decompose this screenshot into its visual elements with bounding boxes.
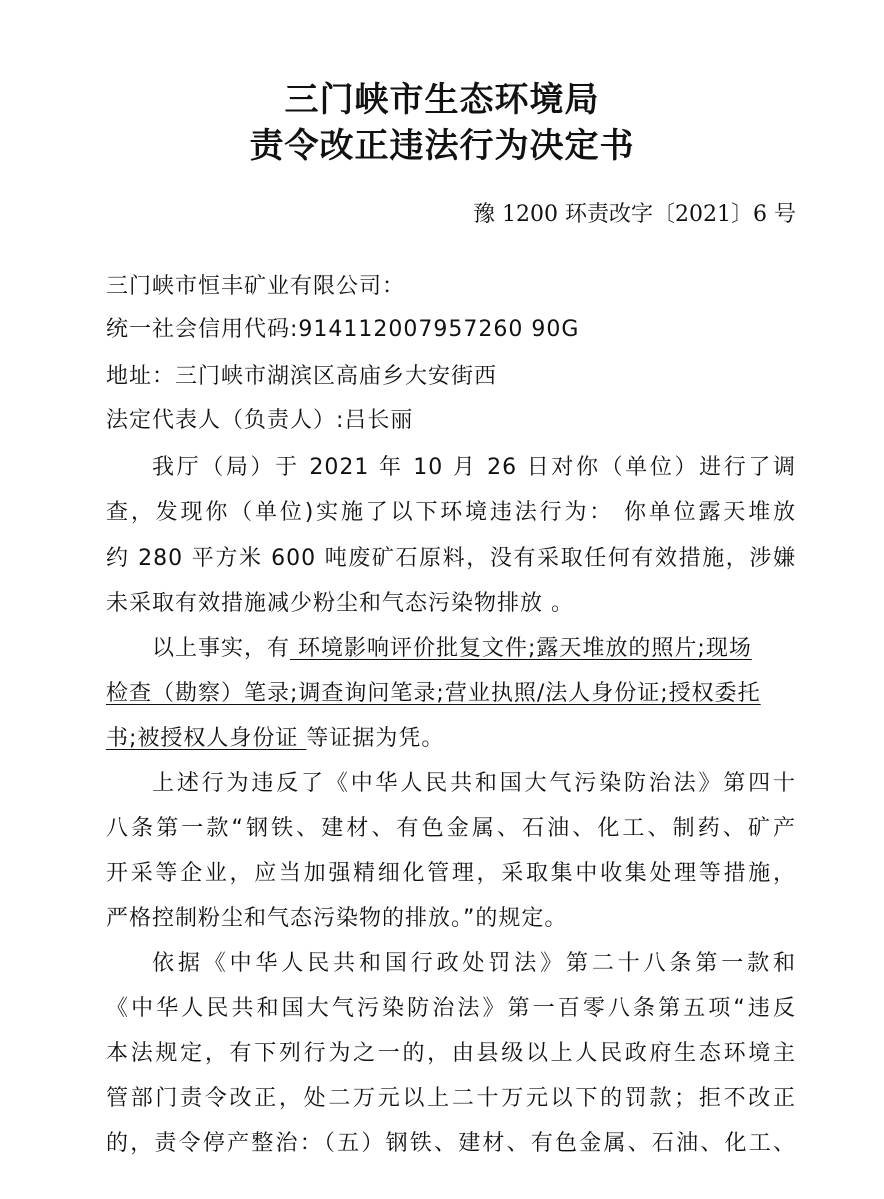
p4-line-1: 依据《中华人民共和国行政处罚法》第二十八条第一款和 [152,951,796,976]
recipient-legal-rep: 法定代表人（负责人）:吕长丽 [106,408,414,433]
p3-line-2: 八条第一款“钢铁、建材、有色金属、石油、化工、制药、矿产 [106,816,796,841]
p3-line-1: 上述行为违反了《中华人民共和国大气污染防治法》第四十 [152,771,796,796]
p2-suffix: 等证据为凭。 [306,726,445,751]
p1-line-1: 我厅（局）于 2021 年 10 月 26 日对你（单位）进行了调 [152,455,796,480]
p3-line-3: 开采等企业，应当加强精细化管理，采取集中收集处理等措施， [106,861,796,886]
recipient-company: 三门峡市恒丰矿业有限公司： [106,274,406,299]
p1-line-2: 查，发现你（单位)实施了以下环境违法行为： 你单位露天堆放 [106,500,796,525]
title-line-2: 责令改正违法行为决定书 [249,126,635,166]
recipient-credit-code: 统一社会信用代码:914112007957260 90G [106,317,580,342]
p2-evidence-part-2: 检查（勘察）笔录;调查询问笔录;营业执照/法人身份证;授权委托 [106,681,761,706]
title-line-1: 三门峡市生态环境局 [284,80,600,120]
p3-line-4: 严格控制粉尘和气态污染物的排放。”的规定。 [106,906,568,931]
p1-line-3: 约 280 平方米 600 吨废矿石原料，没有采取任何有效措施，涉嫌 [106,546,796,571]
p2-evidence-part-1: 环境影响评价批复文件;露天堆放的照片;现场 [290,636,752,661]
p4-line-2: 《中华人民共和国大气污染防治法》第一百零八条第五项“违反 [106,996,796,1021]
p2-evidence-part-3: 书;被授权人身份证 [106,726,307,751]
p2-line-3 [106,722,796,756]
p2-prefix: 以上事实，有 [152,636,291,661]
p2-line-1 [152,632,796,666]
recipient-address: 地址：三门峡市湖滨区高庙乡大安街西 [106,364,498,389]
document-number: 豫 1200 环责改字〔2021〕6 号 [473,202,796,227]
p2-line-2 [106,677,796,711]
p4-line-4: 管部门责令改正，处二万元以上二十万元以下的罚款；拒不改正 [106,1086,796,1111]
p1-line-4: 未采取有效措施减少粉尘和气态污染物排放 。 [106,591,574,616]
p4-line-3: 本法规定，有下列行为之一的，由县级以上人民政府生态环境主 [106,1041,796,1066]
p4-line-5: 的，责令停产整治：（五）钢铁、建材、有色金属、石油、化工、 [106,1131,796,1156]
